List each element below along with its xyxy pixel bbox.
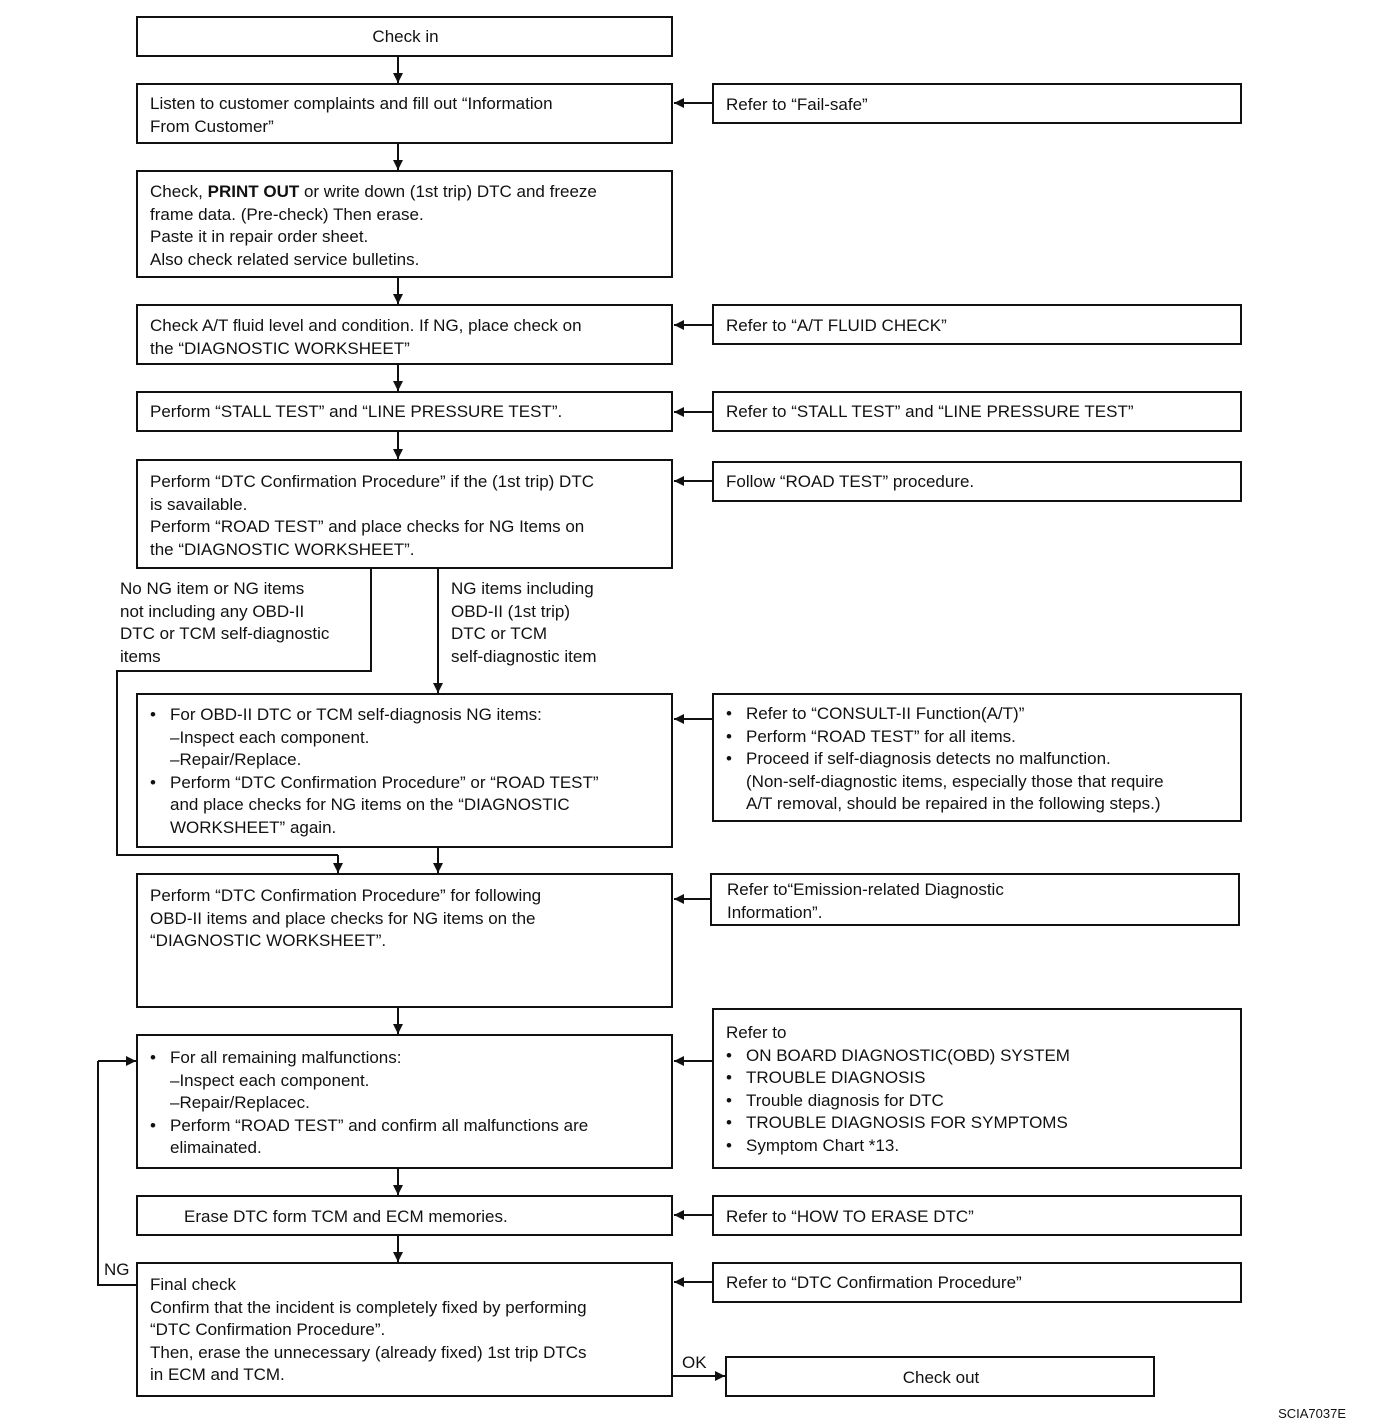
check-in-text: Check in xyxy=(372,27,439,46)
erase-text: Erase DTC form TCM and ECM memories. xyxy=(184,1207,508,1226)
ref-consult xyxy=(712,693,1242,822)
ref-consult-bullet-3: • Proceed if self-diagnosis detects no malfunction. xyxy=(726,748,1230,771)
ref-consult-cont-2: A/T removal, should be repaired in the following steps.) xyxy=(746,794,1161,813)
ref-emission xyxy=(710,873,1240,926)
dtc-confirm-line-3: Perform “ROAD TEST” and place checks for NG Items on xyxy=(150,517,585,536)
ref-fail-safe-text: Refer to “Fail-safe” xyxy=(726,95,868,114)
ref-list-item-1: • ON BOARD DIAGNOSTIC(OBD) SYSTEM xyxy=(726,1045,1230,1068)
branch-right-line-2: OBD-II (1st trip) xyxy=(451,601,571,621)
branch-left-line-2: not including any OBD-II xyxy=(120,601,305,621)
obd-ng-sub-2: –Repair/Replace. xyxy=(170,750,302,769)
ref-stall-test xyxy=(712,391,1242,432)
obd-ng-bullet-2: • Perform “DTC Confirmation Procedure” or “ROAD TEST” xyxy=(150,772,661,795)
ref-emission-line-2: Information”. xyxy=(727,902,823,922)
listen-line-2: From Customer” xyxy=(150,116,274,136)
branch-right-label xyxy=(451,578,597,668)
ref-consult-bullet-1: • Refer to “CONSULT-II Function(A/T)” xyxy=(726,703,1230,726)
ref-road-test xyxy=(712,461,1242,502)
final-line-5: in ECM and TCM. xyxy=(150,1365,285,1384)
obd-items-line-2: OBD-II items and place checks for NG items on the xyxy=(150,908,536,928)
obd-ng-cont-1: and place checks for NG items on the “DIAGNOSTIC xyxy=(170,795,570,814)
listen-line-1: Listen to customer complaints and fill out “Information xyxy=(150,94,553,113)
node-stall-test xyxy=(136,391,673,432)
final-line-2: Confirm that the incident is completely fixed by performing xyxy=(150,1297,587,1317)
ref-fail-safe xyxy=(712,83,1242,124)
obd-items-line-1: Perform “DTC Confirmation Procedure” for following xyxy=(150,886,542,905)
branch-right-line-1: NG items including xyxy=(451,579,594,598)
print-out-pre: Check, xyxy=(150,182,208,201)
obd-ng-sub-1: –Inspect each component. xyxy=(170,727,370,747)
node-obd-ng-items xyxy=(136,693,673,848)
ref-consult-bullet-2: • Perform “ROAD TEST” for all items. xyxy=(726,726,1230,749)
obd-items-line-3: “DIAGNOSTIC WORKSHEET”. xyxy=(150,931,387,950)
ref-list-item-4: • TROUBLE DIAGNOSIS FOR SYMPTOMS xyxy=(726,1112,1230,1135)
ref-erase-dtc-text: Refer to “HOW TO ERASE DTC” xyxy=(726,1207,974,1226)
ref-list-head: Refer to xyxy=(726,1023,787,1042)
ref-dtc-procedure-text: Refer to “DTC Confirmation Procedure” xyxy=(726,1273,1022,1292)
ref-list-item-5: • Symptom Chart *13. xyxy=(726,1135,1230,1158)
branch-right-line-3: DTC or TCM xyxy=(451,624,548,643)
remaining-sub-1: –Inspect each component. xyxy=(170,1070,370,1090)
remaining-bullet-2: • Perform “ROAD TEST” and confirm all malfunctions are xyxy=(150,1115,661,1138)
ref-dtc-procedure xyxy=(712,1262,1242,1303)
ref-road-test-text: Follow “ROAD TEST” procedure. xyxy=(726,472,975,491)
final-line-3: “DTC Confirmation Procedure”. xyxy=(150,1320,386,1339)
node-final-check xyxy=(136,1262,673,1397)
remaining-sub-2: –Repair/Replacec. xyxy=(170,1093,310,1112)
ok-label: OK xyxy=(682,1353,707,1372)
final-line-1: Final check xyxy=(150,1275,236,1294)
ref-fluid-check-text: Refer to “A/T FLUID CHECK” xyxy=(726,316,947,335)
dtc-confirm-line-4: the “DIAGNOSTIC WORKSHEET”. xyxy=(150,539,415,559)
ref-emission-line-1: Refer to“Emission-related Diagnostic xyxy=(727,880,1004,899)
node-check-out xyxy=(725,1356,1155,1397)
ref-list-item-2: • TROUBLE DIAGNOSIS xyxy=(726,1067,1230,1090)
node-erase-dtc xyxy=(136,1195,673,1236)
print-out-line-4: Also check related service bulletins. xyxy=(150,249,420,269)
ng-loop-line xyxy=(98,1061,137,1285)
remaining-cont-1: elimainated. xyxy=(170,1138,262,1157)
branch-left-line-4: items xyxy=(120,646,161,666)
branch-left-line-1: No NG item or NG items xyxy=(120,579,305,598)
fluid-line-2: the “DIAGNOSTIC WORKSHEET” xyxy=(150,338,410,358)
node-obd-items xyxy=(136,873,673,1008)
branch-right-line-4: self-diagnostic item xyxy=(451,646,597,666)
print-out-post: or write down (1st trip) DTC and freeze xyxy=(299,182,597,201)
figure-code: SCIA7037E xyxy=(1278,1406,1346,1421)
dtc-confirm-line-1: Perform “DTC Confirmation Procedure” if the (1st trip) DTC xyxy=(150,472,594,491)
ref-stall-test-text: Refer to “STALL TEST” and “LINE PRESSURE TEST” xyxy=(726,402,1134,421)
ref-diagnosis-list xyxy=(712,1008,1242,1169)
node-dtc-confirmation xyxy=(136,459,673,569)
ref-consult-cont-1: (Non-self-diagnostic items, especially those that require xyxy=(746,771,1164,791)
obd-ng-bullet-1: • For OBD-II DTC or TCM self-diagnosis NG items: xyxy=(150,704,661,727)
stall-text: Perform “STALL TEST” and “LINE PRESSURE TEST”. xyxy=(150,402,563,421)
node-check-in xyxy=(136,16,673,57)
node-listen-customer xyxy=(136,83,673,144)
print-out-line-1 xyxy=(150,181,661,204)
ref-list-item-3: • Trouble diagnosis for DTC xyxy=(726,1090,1230,1113)
ref-fluid-check xyxy=(712,304,1242,345)
ref-erase-dtc xyxy=(712,1195,1242,1236)
print-out-bold: PRINT OUT xyxy=(207,182,300,201)
branch-left-line-3: DTC or TCM self-diagnostic xyxy=(120,624,330,643)
obd-ng-cont-2: WORKSHEET” again. xyxy=(170,817,337,837)
print-out-line-3: Paste it in repair order sheet. xyxy=(150,227,369,246)
check-out-text: Check out xyxy=(902,1368,980,1387)
ng-label: NG xyxy=(104,1260,130,1279)
branch-left-label xyxy=(120,578,329,668)
fluid-line-1: Check A/T fluid level and condition. If NG, place check on xyxy=(150,316,582,335)
node-fluid-check xyxy=(136,304,673,365)
node-print-out xyxy=(136,170,673,278)
final-line-4: Then, erase the unnecessary (already fixed) 1st trip DTCs xyxy=(150,1342,587,1362)
node-remaining-malfunctions xyxy=(136,1034,673,1169)
remaining-bullet-1: • For all remaining malfunctions: xyxy=(150,1047,661,1070)
dtc-confirm-line-2: is savailable. xyxy=(150,494,248,514)
print-out-line-2: frame data. (Pre-check) Then erase. xyxy=(150,204,424,224)
